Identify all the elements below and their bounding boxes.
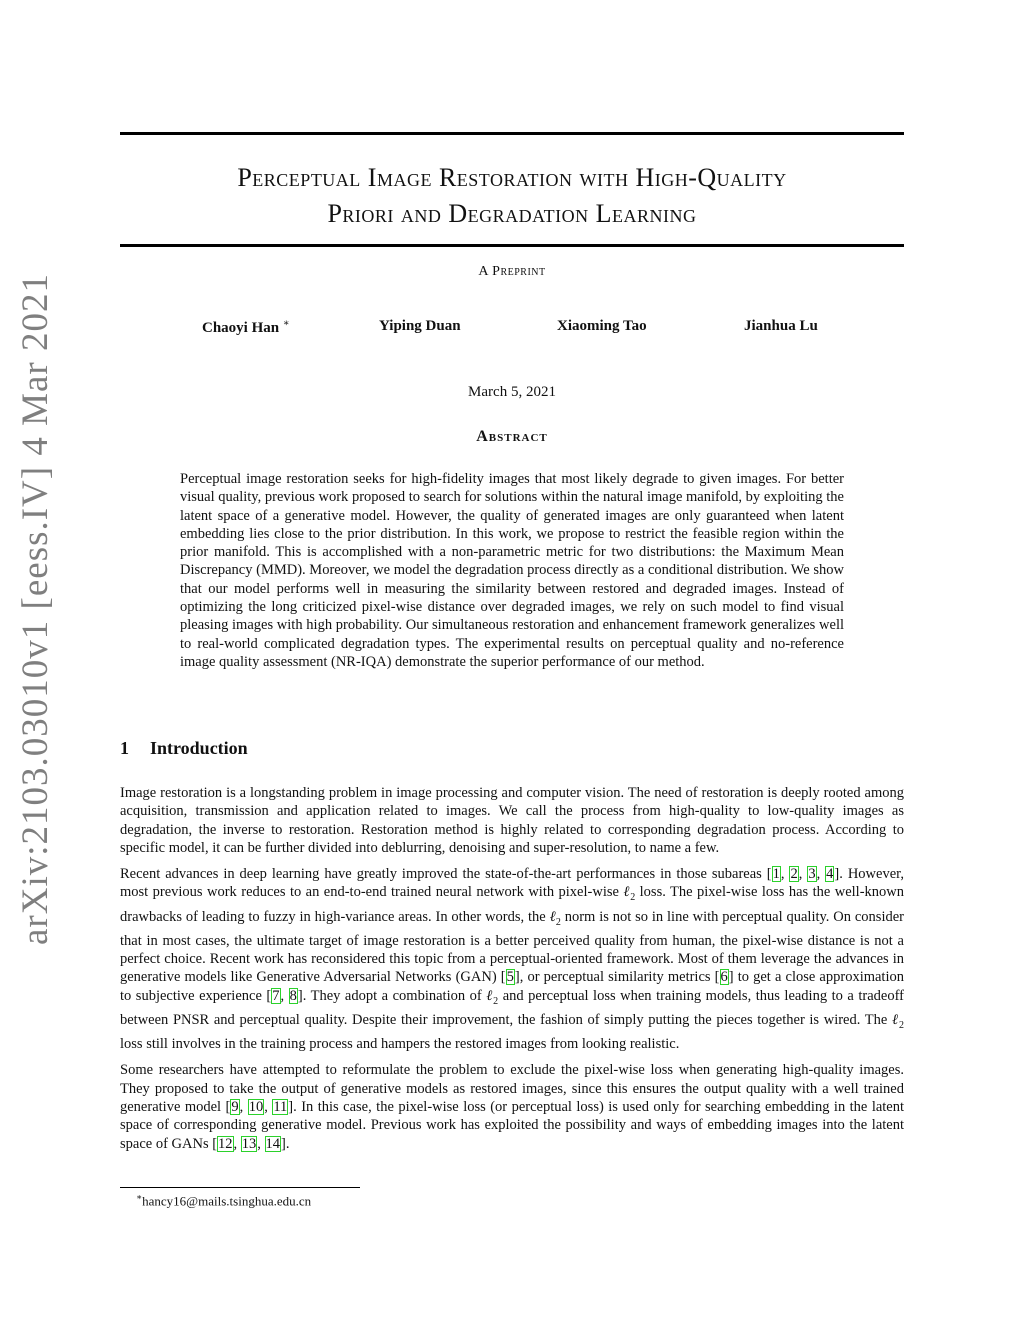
citation-link[interactable]: 4 bbox=[826, 866, 834, 883]
section-number: 1 bbox=[120, 738, 129, 758]
citation-link[interactable]: 3 bbox=[808, 866, 816, 883]
author-1 bbox=[202, 318, 290, 337]
paragraph-text: and perceptual loss when training models, thus leading to a tradeoff between PNSR and perceptual quality. Despite their improvement, the fashion of simply putting the pieces together is wired. The bbox=[120, 987, 904, 1028]
citation-link[interactable]: 9 bbox=[231, 1099, 239, 1116]
paper-title bbox=[120, 160, 904, 232]
citation-link[interactable]: 12 bbox=[218, 1135, 233, 1152]
citation-link[interactable]: 5 bbox=[506, 969, 514, 986]
author-2 bbox=[379, 318, 461, 335]
paragraph-text: norm is not so in line with perceptual quality. On consider that in most cases, the ultimate target of image restoration is a better perceived quality from human, the pixel-wise distance is not a perfect choice. Recent work has reconsidered this topic from a perceptual-oriented framework. Most of them leverage the advances in generative models like Generative Adversarial Networks (GAN) [ bbox=[120, 908, 904, 986]
section-title: Introduction bbox=[150, 738, 248, 758]
preprint-label: A Preprint bbox=[478, 264, 546, 279]
author-4 bbox=[744, 318, 818, 335]
title-line-1: Perceptual Image Restoration with High-Quality bbox=[237, 163, 787, 192]
paragraph-text: ]. They adopt a combination of bbox=[297, 987, 487, 1004]
paragraph-text: loss still involves in the training process and hampers the restored images from looking realistic. bbox=[120, 1036, 680, 1053]
footnote-email[interactable]: hancy16@mails.tsinghua.edu.cn bbox=[142, 1193, 312, 1209]
author-name: Chaoyi Han bbox=[202, 320, 280, 336]
citation-link[interactable]: 6 bbox=[720, 969, 728, 986]
l2-symbol: ℓ$_2$ bbox=[486, 987, 499, 1007]
paragraph-text: ]. However, most previous work reduces to an end-to-end trained neural network with pixel-wise bbox=[120, 866, 905, 901]
citation-link[interactable]: 8 bbox=[289, 987, 297, 1004]
title-top-rule bbox=[120, 132, 904, 135]
footnote-rule bbox=[120, 1187, 360, 1188]
paragraph-1: Image restoration is a longstanding problem in image processing and computer vision. The need of restoration is deeply rooted among acquisition, transmission and application related to images. We call the process from high-quality to low-quality images as degradation, the inverse to restoration. Restoration method is highly related to corresponding degradation process. According to specific model, it can be further divided into deblurring, denoising and super-resolution, to name a few. bbox=[120, 785, 904, 856]
publication-date: March 5, 2021 bbox=[468, 384, 556, 400]
paragraph-2: Recent advances in deep learning have greatly improved the state-of-the-art performances in those subareas [1, 2, 3, 4]. However, most previous work reduces to an end-to-end trained neural network with pixel-wise ℓ$_2$ loss. The pixel-wise loss has the well-known drawbacks of leading to fuzzy in high-variance areas. In other words, the ℓ$_2$ norm is not so in line with perceptual quality. On consider that in most cases, the ultimate target of image restoration is a better perceived quality from human, the pixel-wise distance is not a perfect choice. Recent work has reconsidered this topic from a perceptual-oriented framework. Most of them leverage the advances in generative models like Generative Adversarial Networks (GAN) [5], or perceptual similarity metrics [6] to get a close approximation to subjective experience [7, 8]. They adopt a combination of ℓ$_2$ and perceptual loss when training models, thus leading to a tradeoff between PNSR and perceptual quality. Despite their improvement, the fashion of simply putting the pieces together is wired. The ℓ$_2$ loss still involves in the training process and hampers the restored images from looking realistic. bbox=[120, 866, 905, 1053]
citation-link[interactable]: 14 bbox=[265, 1135, 281, 1152]
arxiv-identifier-stamp: arXiv:2103.03010v1 [eess.IV] 4 Mar 2021 bbox=[15, 273, 56, 945]
citation-link[interactable]: 2 bbox=[790, 866, 798, 883]
abstract-text: Perceptual image restoration seeks for high-fidelity images that most likely degrade to given images. For better visual quality, previous work proposed to search for solutions within the natural image manifold, by exploiting the latent space of a generative model. However, the quality of generated images are only guaranteed when latent embedding lies close to the prior distribution. In this work, we propose to restrict the feasible region within the prior manifold. This is accomplished with a non-parametric metric for two distributions: the Maximum Mean Discrepancy (MMD). Moreover, we model the degradation process directly as a conditional distribution. We show that our model performs well in measuring the similarity between restored and degraded images. Instead of optimizing the long criticized pixel-wise distance over degraded images, we rely on such model to find visual pleasing images with high probability. Our simultaneous restoration and enhancement framework generalizes well to real-world complicated degradation types. The experimental results on perceptual quality and no-reference image quality assessment (NR-IQA) demonstrate the superior performance of our method. bbox=[180, 471, 844, 670]
title-line-2: Priori and Degradation Learning bbox=[327, 199, 697, 228]
paragraph-text: Recent advances in deep learning have greatly improved the state-of-the-art performances in those subareas [ bbox=[120, 866, 772, 883]
citation-link[interactable]: 1 bbox=[772, 866, 780, 883]
footnote-mark: ∗ bbox=[136, 1192, 143, 1202]
author-name: Xiaoming Tao bbox=[557, 318, 647, 334]
l2-symbol: ℓ$_2$ bbox=[623, 884, 636, 904]
l2-symbol: ℓ$_2$ bbox=[549, 908, 561, 928]
citation-link[interactable]: 7 bbox=[272, 987, 280, 1004]
author-footnote-mark: ∗ bbox=[282, 318, 290, 329]
citation-link[interactable]: 11 bbox=[273, 1099, 288, 1116]
paragraph-text: ], or perceptual similarity metrics [ bbox=[514, 969, 720, 986]
paragraph-text: loss. The pixel-wise loss has the well-known drawbacks of leading to fuzzy in high-variance areas. In other words, the bbox=[120, 884, 904, 925]
author-name: Jianhua Lu bbox=[744, 318, 818, 334]
introduction-body bbox=[120, 784, 904, 1161]
abstract-heading: Abstract bbox=[476, 428, 548, 445]
l2-symbol: ℓ$_2$ bbox=[891, 1011, 904, 1031]
paragraph-text: ]. bbox=[281, 1135, 290, 1152]
paragraph-text: ] to get a close approximation to subjective experience [ bbox=[120, 969, 904, 1004]
paragraph-text: ]. In this case, the pixel-wise loss (or perceptual loss) is used only for searching embedding in the latent space of corresponding generative model. Previous work has exploited the possibility and ways of embedding images into the latent space of GANs [ bbox=[120, 1099, 905, 1152]
author-3 bbox=[557, 318, 647, 335]
author-name: Yiping Duan bbox=[379, 318, 461, 334]
footnote bbox=[136, 1192, 311, 1209]
paragraph-3: Some researchers have attempted to reformulate the problem to exclude the pixel-wise loss when generating high-quality images. They proposed to take the output of generative models as restored images, since this ensures the output quality with a well trained generative model [9, 10, 11]. In this case, the pixel-wise loss (or perceptual loss) is used only for searching embedding in the latent space of corresponding generative model. Previous work has exploited the possibility and ways of embedding images into the latent space of GANs [12, 13, 14]. bbox=[120, 1062, 905, 1152]
citation-link[interactable]: 10 bbox=[248, 1099, 264, 1116]
section-heading-introduction bbox=[120, 738, 248, 759]
paragraph-text: Some researchers have attempted to reformulate the problem to exclude the pixel-wise loss when generating high-quality images. They proposed to take the output of generative models as restored images, since this ensures the output quality with a well trained generative model [ bbox=[120, 1062, 904, 1116]
citation-link[interactable]: 13 bbox=[241, 1135, 257, 1152]
title-bottom-rule bbox=[120, 244, 904, 247]
